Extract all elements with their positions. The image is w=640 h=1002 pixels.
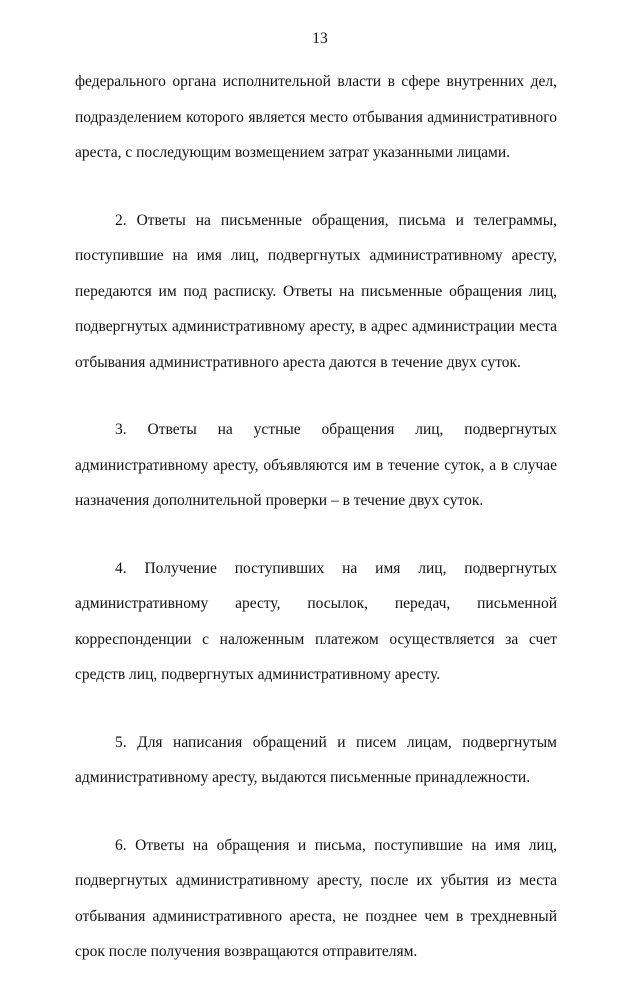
paragraph-item-2: 2. Ответы на письменные обращения, письма и телеграммы, поступившие на имя лиц, подвергнутых административному аресту, передаются им под расписку. Ответы на письменные обращения лиц, подвергнутых административному аресту, в адрес администрации места отбывания административного ареста даются в течение двух суток. [75, 211, 557, 371]
paragraph-item-6: 6. Ответы на обращения и письма, поступившие на имя лиц, подвергнутых административному аресту, после их убытия из места отбывания административного ареста, не позднее чем в трехдневный срок после получения возвращаются отправителям. [75, 836, 557, 960]
paragraph-item-5: 5. Для написания обращений и писем лицам, подвергнутым административному аресту, выдаются письменные принадлежности. [75, 733, 557, 786]
paragraph-item-3: 3. Ответы на устные обращения лиц, подвергнутых административному аресту, объявляются им в течение суток, а в случае назначения дополнительной проверки – в течение двух суток. [75, 421, 557, 509]
page-number: 13 [312, 30, 328, 47]
paragraph-continuation: федерального органа исполнительной власти в сфере внутренних дел, подразделением которого является место отбывания административного ареста, с последующим возмещением затрат указанными лицами. [75, 73, 557, 161]
paragraph-item-4: 4. Получение поступивших на имя лиц, подвергнутых административному аресту, посылок, передач, письменной корреспонденции с наложенным платежом осуществляется за счет средств лиц, подвергнутых административному аресту. [75, 559, 557, 683]
document-body [75, 64, 557, 1002]
